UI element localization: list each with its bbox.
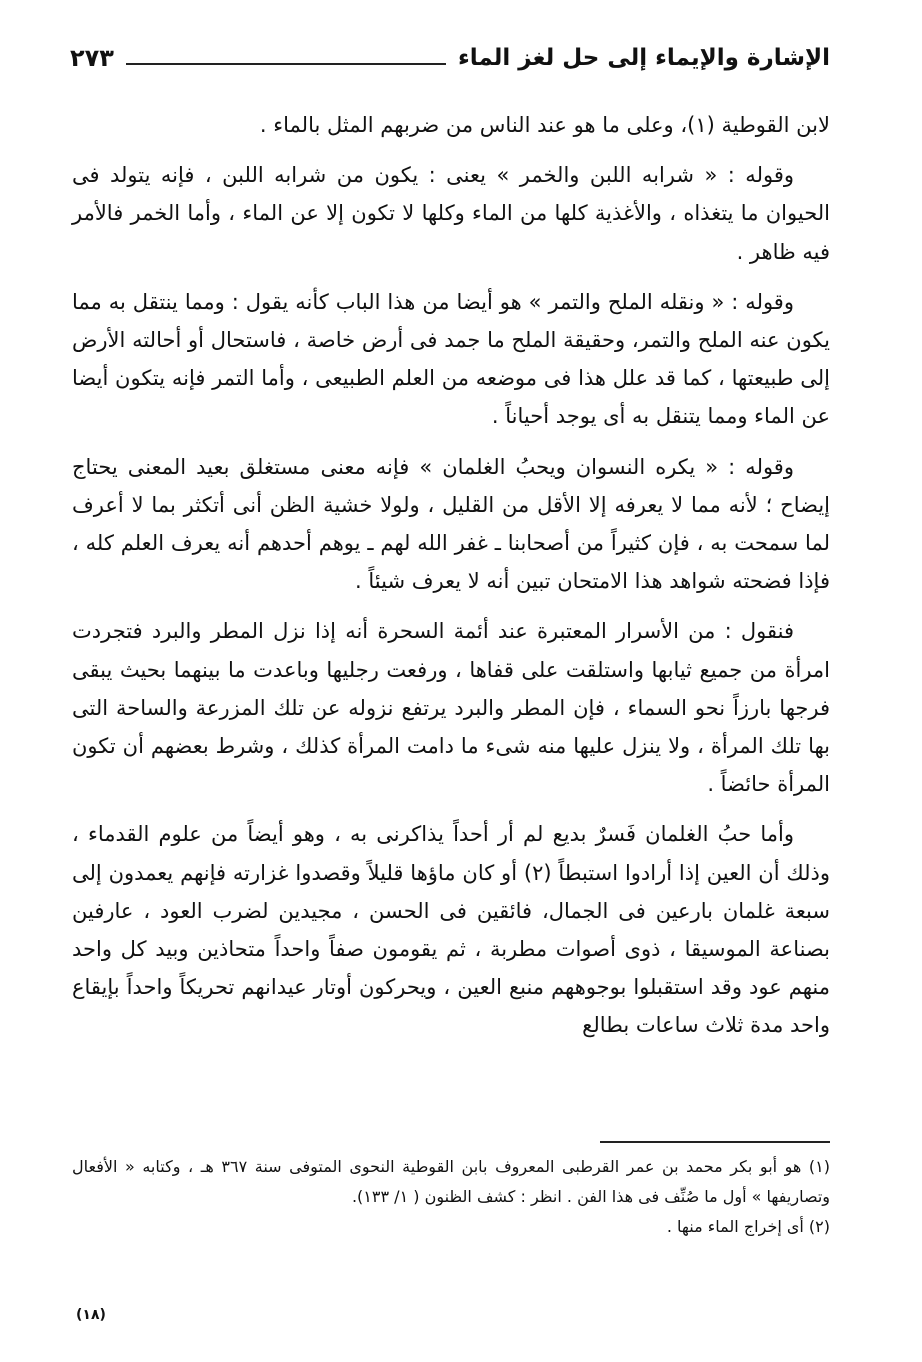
footnote: (١) هو أبو بكر محمد بن عمر القرطبى المعروف بابن القوطية النحوى المتوفى سنة ٣٦٧ هـ ، وكتابه « الأفعال وتصاريفها » أول ما صُنِّف فى هذا الفن . انظر : كشف الظنون ( ١/ ١٣٣).: [72, 1157, 830, 1206]
paragraph: وأما حبُ الغلمان فَسرٌ بديع لم أر أحداً يذاكرنى به ، وهو أيضاً من علوم القدماء ، وذلك أن العين إذا أرادوا استبطاً (٢) أو كان ماؤها قليلاً وقصدوا غزارته فإنهم يعمدون إلى سبعة غلمان بارعين فى الجمال، فائقين فى الحسن ، مجيدين لضرب العود ، عارفين بصناعة الموسيقا ، ذوى أصوات مطربة ، ثم يقومون صفاً واحداً متحاذين وبيد كل واحد منهم عود وقد استقبلوا بوجوههم منبع العين ، ويحركون أوتار عيدانهم تحريكاً واحداً بإيقاع واحد مدة ثلاث ساعات بطالع: [72, 822, 830, 1038]
footnotes: [72, 1152, 830, 1242]
signature-mark: (١٨): [76, 1307, 106, 1323]
main-text: [72, 106, 830, 1057]
paragraph: وقوله : « يكره النسوان ويحبُ الغلمان » فإنه معنى مستغلق بعيد المعنى يحتاج إيضاح ؛ لأنه مما لا يعرفه إلا الأقل من القليل ، ولولا خشية الظن أنى أتكثر بما لا أعرف لما سمحت به ، فإن كثيراً من أصحابنا ـ غفر الله لهم ـ يوهم أحدهم أنه يعرف العلم كله ، فإذا فضحته شواهد هذا الامتحان تبين أنه لا يعرف شيئاً .: [72, 454, 830, 594]
footnote: (٢) أى إخراج الماء منها .: [666, 1217, 830, 1236]
paragraph: وقوله : « شرابه اللبن والخمر » يعنى : يكون من شرابه اللبن ، فإنه يتولد فى الحيوان ما يتغذاه ، والأغذية كلها من الماء وكلها لا تكون إلا عن الماء ، وأما الخمر فالأمر فيه ظاهر .: [72, 163, 830, 264]
paragraph: لابن القوطية (١)، وعلى ما هو عند الناس من ضربهم المثل بالماء .: [259, 113, 830, 137]
running-header: [70, 36, 830, 80]
running-title: الإشارة والإيماء إلى حل لغز الماء: [457, 45, 830, 71]
paragraph: فنقول : من الأسرار المعتبرة عند أئمة السحرة أنه إذا نزل المطر والبرد فتجردت امرأة من جميع ثيابها واستلقت على قفاها ، ورفعت رجليها وباعدت ما بينهما بحيث يبقى فرجها بارزاً نحو السماء ، فإن المطر والبرد يرتفع نزوله عن تلك المزرعة والساحة التى بها تلك المرأة ، ولا ينزل عليها منه شىء ما دامت المرأة كذلك ، وشرط بعضهم أن تكون المرأة حائضاً .: [72, 619, 830, 797]
page-number: ٢٧٣: [70, 44, 114, 72]
paragraph: وقوله : « ونقله الملح والتمر » هو أيضا من هذا الباب كأنه يقول : ومما ينتقل به مما يكون عنه الملح والتمر، وحقيقة الملح ما جمد فى أرض خاصة ، فاستحال أو أحالته الأرض إلى طبيعتها ، كما قد علل هذا فى موضعه من العلم الطبيعى ، وأما التمر فإنه يتكون أيضا عن الماء ومما يتنقل به أى يوجد أحياناً .: [72, 289, 830, 429]
header-rule: [126, 63, 446, 65]
footnote-rule: [600, 1141, 830, 1143]
